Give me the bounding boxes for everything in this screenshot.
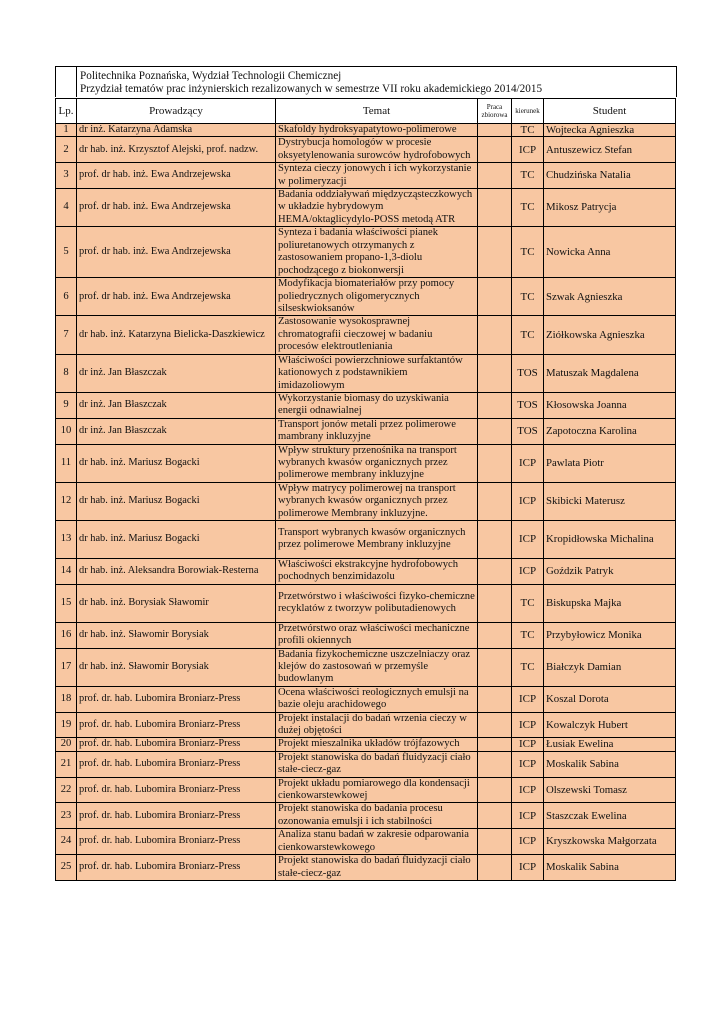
table-row bbox=[56, 829, 676, 855]
student-cell: Przybyłowicz Monika bbox=[544, 622, 676, 648]
student-cell: Moskalik Sabina bbox=[544, 855, 676, 881]
row-number: 14 bbox=[56, 558, 77, 584]
direction-cell: TC bbox=[512, 648, 544, 686]
student-cell: Ziółkowska Agnieszka bbox=[544, 316, 676, 354]
institution-title: Politechnika Poznańska, Wydział Technologii Chemicznej bbox=[80, 70, 342, 82]
column-header-supervisor: Prowadzący bbox=[77, 99, 276, 124]
student-cell: Białczyk Damian bbox=[544, 648, 676, 686]
row-number: 17 bbox=[56, 648, 77, 686]
student-cell: Koszal Dorota bbox=[544, 686, 676, 712]
row-number: 5 bbox=[56, 227, 77, 278]
direction-cell: ICP bbox=[512, 482, 544, 520]
table-row bbox=[56, 686, 676, 712]
table-row bbox=[56, 712, 676, 738]
row-number: 12 bbox=[56, 482, 77, 520]
student-cell: Biskupska Majka bbox=[544, 584, 676, 622]
topic-cell: Analiza stanu badań w zakresie odparowania cienkowarstewkowego bbox=[276, 829, 478, 855]
supervisor-cell: dr hab. inż. Katarzyna Bielicka-Daszkiewicz bbox=[77, 316, 276, 354]
direction-cell: ICP bbox=[512, 520, 544, 558]
student-cell: Antuszewicz Stefan bbox=[544, 137, 676, 163]
supervisor-cell: dr hab. inż. Mariusz Bogacki bbox=[77, 520, 276, 558]
row-number: 10 bbox=[56, 418, 77, 444]
table-row bbox=[56, 354, 676, 392]
student-cell: Chudzińska Natalia bbox=[544, 163, 676, 189]
table-row bbox=[56, 622, 676, 648]
group-work-cell bbox=[478, 444, 512, 482]
group-work-cell bbox=[478, 622, 512, 648]
topic-cell: Wpływ struktury przenośnika na transport wybranych kwasów organicznych przez polimerowe membrany inkluzyjne bbox=[276, 444, 478, 482]
supervisor-cell: prof. dr. hab. Lubomira Broniarz-Press bbox=[77, 855, 276, 881]
group-work-cell bbox=[478, 482, 512, 520]
direction-cell: TOS bbox=[512, 392, 544, 418]
row-number: 22 bbox=[56, 777, 77, 803]
group-work-cell bbox=[478, 751, 512, 777]
document-title: Przydział tematów prac inżynierskich rezalizowanych w semestrze VII roku akademickiego 2014/2015 bbox=[80, 83, 543, 95]
row-number: 9 bbox=[56, 392, 77, 418]
table-row bbox=[56, 777, 676, 803]
assignments-table bbox=[55, 98, 676, 881]
group-work-cell bbox=[478, 777, 512, 803]
table-row bbox=[56, 648, 676, 686]
table-body bbox=[56, 124, 676, 881]
topic-cell: Zastosowanie wysokosprawnej chromatografii cieczowej w badaniu procesów elektroutleniania bbox=[276, 316, 478, 354]
topic-cell: Projekt stanowiska do badań fluidyzacji ciało stałe-ciecz-gaz bbox=[276, 855, 478, 881]
supervisor-cell: dr hab. inż. Krzysztof Alejski, prof. nadzw. bbox=[77, 137, 276, 163]
column-header-direction: kierunek bbox=[512, 99, 544, 124]
student-cell: Kłosowska Joanna bbox=[544, 392, 676, 418]
group-work-cell bbox=[478, 738, 512, 751]
topic-cell: Wpływ matrycy polimerowej na transport wybranych kwasów organicznych przez polimerowe Membrany inkluzyjne. bbox=[276, 482, 478, 520]
table-header-row bbox=[56, 99, 676, 124]
row-number: 15 bbox=[56, 584, 77, 622]
topic-cell: Projekt instalacji do badań wrzenia cieczy w dużej objętości bbox=[276, 712, 478, 738]
row-number: 20 bbox=[56, 738, 77, 751]
student-cell: Kryszkowska Małgorzata bbox=[544, 829, 676, 855]
supervisor-cell: dr hab. inż. Sławomir Borysiak bbox=[77, 648, 276, 686]
group-work-cell bbox=[478, 316, 512, 354]
direction-cell: ICP bbox=[512, 829, 544, 855]
group-work-cell bbox=[478, 584, 512, 622]
topic-cell: Synteza i badania właściwości pianek poliuretanowych otrzymanych z zastosowaniem propano-1,3-diolu pochodzącego z biokonwersji bbox=[276, 227, 478, 278]
row-number: 3 bbox=[56, 163, 77, 189]
topic-cell: Właściwości powierzchniowe surfaktantów kationowych z podstawnikiem imidazoliowym bbox=[276, 354, 478, 392]
group-work-cell bbox=[478, 189, 512, 227]
table-row bbox=[56, 418, 676, 444]
student-cell: Łusiak Ewelina bbox=[544, 738, 676, 751]
direction-cell: TC bbox=[512, 227, 544, 278]
topic-cell: Skafoldy hydroksyapatytowo-polimerowe bbox=[276, 124, 478, 137]
topic-cell: Wykorzystanie biomasy do uzyskiwania energii odnawialnej bbox=[276, 392, 478, 418]
table-row bbox=[56, 163, 676, 189]
supervisor-cell: prof. dr hab. inż. Ewa Andrzejewska bbox=[77, 189, 276, 227]
supervisor-cell: dr hab. inż. Mariusz Bogacki bbox=[77, 482, 276, 520]
student-cell: Kowalczyk Hubert bbox=[544, 712, 676, 738]
column-header-topic: Temat bbox=[276, 99, 478, 124]
table-row bbox=[56, 520, 676, 558]
student-cell: Mikosz Patrycja bbox=[544, 189, 676, 227]
group-work-cell bbox=[478, 558, 512, 584]
supervisor-cell: prof. dr. hab. Lubomira Broniarz-Press bbox=[77, 686, 276, 712]
supervisor-cell: dr hab. inż. Aleksandra Borowiak-Resterna bbox=[77, 558, 276, 584]
group-work-cell bbox=[478, 520, 512, 558]
direction-cell: ICP bbox=[512, 855, 544, 881]
supervisor-cell: dr inż. Jan Błaszczak bbox=[77, 418, 276, 444]
table-row bbox=[56, 392, 676, 418]
row-number: 2 bbox=[56, 137, 77, 163]
supervisor-cell: dr inż. Katarzyna Adamska bbox=[77, 124, 276, 137]
table-row bbox=[56, 444, 676, 482]
supervisor-cell: prof. dr. hab. Lubomira Broniarz-Press bbox=[77, 751, 276, 777]
topic-cell: Transport wybranych kwasów organicznych przez polimerowe Membrany inkluzyjne bbox=[276, 520, 478, 558]
supervisor-cell: prof. dr. hab. Lubomira Broniarz-Press bbox=[77, 803, 276, 829]
direction-cell: TC bbox=[512, 278, 544, 316]
row-number: 8 bbox=[56, 354, 77, 392]
group-work-cell bbox=[478, 354, 512, 392]
table-row bbox=[56, 316, 676, 354]
direction-cell: ICP bbox=[512, 686, 544, 712]
direction-cell: ICP bbox=[512, 137, 544, 163]
table-row bbox=[56, 751, 676, 777]
direction-cell: ICP bbox=[512, 444, 544, 482]
student-cell: Matuszak Magdalena bbox=[544, 354, 676, 392]
student-cell: Skibicki Materusz bbox=[544, 482, 676, 520]
direction-cell: TC bbox=[512, 163, 544, 189]
supervisor-cell: dr hab. inż. Sławomir Borysiak bbox=[77, 622, 276, 648]
group-work-cell bbox=[478, 124, 512, 137]
column-header-student: Student bbox=[544, 99, 676, 124]
row-number: 18 bbox=[56, 686, 77, 712]
direction-cell: ICP bbox=[512, 558, 544, 584]
topic-cell: Projekt stanowiska do badań fluidyzacji ciało stałe-ciecz-gaz bbox=[276, 751, 478, 777]
table-row bbox=[56, 482, 676, 520]
direction-cell: TOS bbox=[512, 418, 544, 444]
topic-cell: Właściwości ekstrakcyjne hydrofobowych pochodnych benzimidazolu bbox=[276, 558, 478, 584]
table-row bbox=[56, 137, 676, 163]
topic-cell: Ocena właściwości reologicznych emulsji na bazie oleju arachidowego bbox=[276, 686, 478, 712]
group-work-cell bbox=[478, 392, 512, 418]
group-work-cell bbox=[478, 278, 512, 316]
student-cell: Wojtecka Agnieszka bbox=[544, 124, 676, 137]
supervisor-cell: prof. dr. hab. Lubomira Broniarz-Press bbox=[77, 712, 276, 738]
table-row bbox=[56, 227, 676, 278]
group-work-cell bbox=[478, 686, 512, 712]
topic-cell: Projekt układu pomiarowego dla kondensacji cienkowarstewkowej bbox=[276, 777, 478, 803]
direction-cell: TC bbox=[512, 584, 544, 622]
direction-cell: ICP bbox=[512, 803, 544, 829]
row-number: 13 bbox=[56, 520, 77, 558]
student-cell: Kropidłowska Michalina bbox=[544, 520, 676, 558]
group-work-cell bbox=[478, 227, 512, 278]
topic-cell: Dystrybucja homologów w procesie oksyetylenowania surowców hydrofobowych bbox=[276, 137, 478, 163]
table-row bbox=[56, 189, 676, 227]
supervisor-cell: prof. dr hab. inż. Ewa Andrzejewska bbox=[77, 163, 276, 189]
row-number: 19 bbox=[56, 712, 77, 738]
row-number: 21 bbox=[56, 751, 77, 777]
supervisor-cell: prof. dr hab. inż. Ewa Andrzejewska bbox=[77, 278, 276, 316]
row-number: 7 bbox=[56, 316, 77, 354]
topic-cell: Projekt mieszalnika układów trójfazowych bbox=[276, 738, 478, 751]
row-number: 25 bbox=[56, 855, 77, 881]
topic-cell: Transport jonów metali przez polimerowe mambrany inkluzyjne bbox=[276, 418, 478, 444]
direction-cell: TOS bbox=[512, 354, 544, 392]
direction-cell: ICP bbox=[512, 712, 544, 738]
supervisor-cell: prof. dr. hab. Lubomira Broniarz-Press bbox=[77, 777, 276, 803]
topic-cell: Synteza cieczy jonowych i ich wykorzystanie w polimeryzacji bbox=[276, 163, 478, 189]
student-cell: Zapotoczna Karolina bbox=[544, 418, 676, 444]
row-number: 24 bbox=[56, 829, 77, 855]
group-work-cell bbox=[478, 803, 512, 829]
supervisor-cell: prof. dr. hab. Lubomira Broniarz-Press bbox=[77, 738, 276, 751]
supervisor-cell: dr inż. Jan Błaszczak bbox=[77, 354, 276, 392]
student-cell: Olszewski Tomasz bbox=[544, 777, 676, 803]
supervisor-cell: dr hab. inż. Mariusz Bogacki bbox=[77, 444, 276, 482]
table-row bbox=[56, 803, 676, 829]
supervisor-cell: prof. dr hab. inż. Ewa Andrzejewska bbox=[77, 227, 276, 278]
direction-cell: ICP bbox=[512, 777, 544, 803]
student-cell: Staszczak Ewelina bbox=[544, 803, 676, 829]
table-row bbox=[56, 584, 676, 622]
row-number: 23 bbox=[56, 803, 77, 829]
topic-cell: Przetwórstwo oraz właściwości mechaniczne profili okiennych bbox=[276, 622, 478, 648]
supervisor-cell: prof. dr. hab. Lubomira Broniarz-Press bbox=[77, 829, 276, 855]
topic-cell: Modyfikacja biomateriałów przy pomocy poliedrycznych oligomerycznych silseskwioksanów bbox=[276, 278, 478, 316]
student-cell: Goździk Patryk bbox=[544, 558, 676, 584]
group-work-cell bbox=[478, 712, 512, 738]
row-number: 4 bbox=[56, 189, 77, 227]
student-cell: Pawlata Piotr bbox=[544, 444, 676, 482]
topic-cell: Projekt stanowiska do badania procesu ozonowania emulsji i ich stabilności bbox=[276, 803, 478, 829]
topic-cell: Przetwórstwo i właściwości fizyko-chemiczne recyklatów z tworzyw polibutadienowych bbox=[276, 584, 478, 622]
supervisor-cell: dr hab. inż. Borysiak Sławomir bbox=[77, 584, 276, 622]
table-row bbox=[56, 738, 676, 751]
topic-cell: Badania fizykochemiczne uszczelniaczy oraz klejów do zastosowań w przemyśle budowlanym bbox=[276, 648, 478, 686]
column-header-lp: Lp. bbox=[56, 99, 77, 124]
direction-cell: TC bbox=[512, 316, 544, 354]
document-header bbox=[55, 66, 677, 97]
group-work-cell bbox=[478, 855, 512, 881]
group-work-cell bbox=[478, 137, 512, 163]
table-row bbox=[56, 855, 676, 881]
header-divider bbox=[76, 67, 77, 97]
direction-cell: ICP bbox=[512, 738, 544, 751]
direction-cell: ICP bbox=[512, 751, 544, 777]
group-work-cell bbox=[478, 648, 512, 686]
table-row bbox=[56, 558, 676, 584]
direction-cell: TC bbox=[512, 124, 544, 137]
table-row bbox=[56, 124, 676, 137]
topic-cell: Badania oddziaływań międzycząsteczkowych w układzie hybrydowym HEMA/oktaglicydylo-POSS metodą ATR bbox=[276, 189, 478, 227]
student-cell: Moskalik Sabina bbox=[544, 751, 676, 777]
column-header-group: Praca zbiorowa bbox=[478, 99, 512, 124]
direction-cell: TC bbox=[512, 189, 544, 227]
row-number: 1 bbox=[56, 124, 77, 137]
supervisor-cell: dr inż. Jan Błaszczak bbox=[77, 392, 276, 418]
row-number: 11 bbox=[56, 444, 77, 482]
table-row bbox=[56, 278, 676, 316]
row-number: 16 bbox=[56, 622, 77, 648]
row-number: 6 bbox=[56, 278, 77, 316]
group-work-cell bbox=[478, 829, 512, 855]
student-cell: Nowicka Anna bbox=[544, 227, 676, 278]
student-cell: Szwak Agnieszka bbox=[544, 278, 676, 316]
group-work-cell bbox=[478, 163, 512, 189]
direction-cell: TC bbox=[512, 622, 544, 648]
group-work-cell bbox=[478, 418, 512, 444]
